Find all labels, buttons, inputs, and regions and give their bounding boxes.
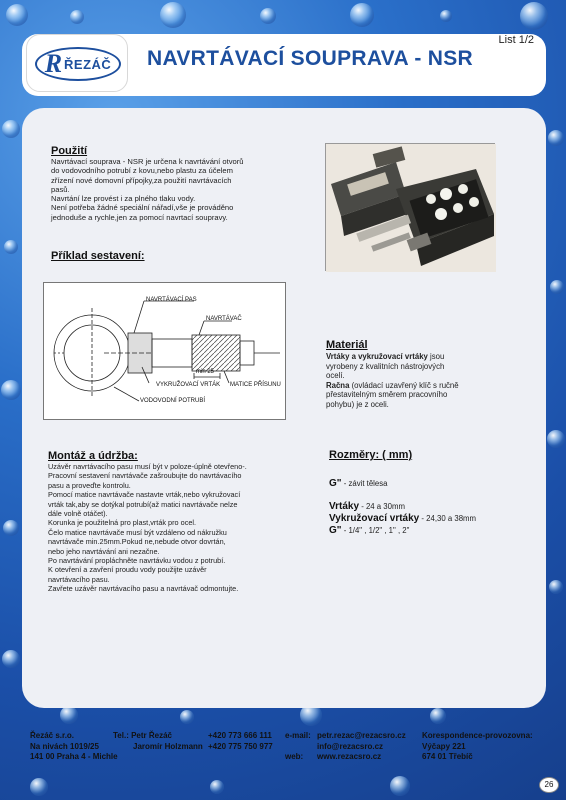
material-line (326, 352, 459, 362)
footer-line: Korespondence-provozovna: (422, 731, 533, 740)
maintenance-line: Pomocí matice navrtávače nastavte vrták,nebo vykružovací (48, 490, 241, 500)
assembly-title: Příklad sestavení: (51, 250, 145, 262)
usage-line: jednoduše a rychle,jen za pomocí navrtací soupravy. (51, 212, 228, 222)
usage-line: Navrtávací souprava - NSR je určena k navrtávání otvorů (51, 157, 244, 166)
material-plain: (ovládací uzavřený klíč s ručně (349, 380, 459, 390)
footer-line: Tel.: Petr Řezáč (113, 731, 172, 740)
maintenance-line: Zavřete uzávěr navrtávacího pasu a navrtávač odmontujte. (48, 584, 239, 594)
list-label: List 1/2 (498, 34, 534, 46)
assembly-diagram (43, 282, 286, 420)
logo-text: ŘEZÁČ (64, 56, 112, 72)
dimension-row (329, 478, 387, 489)
footer-contacts (113, 731, 203, 752)
usage-line: Není potřeba žádné speciální nářadí,vše je prováděno (51, 203, 234, 213)
footer-line: 674 01 Třebíč (422, 752, 473, 761)
dimension-row (329, 501, 405, 512)
maintenance-line: Uzávěr navrtávacího pasu musí být v poloze-úplně otevřeno-. (48, 462, 247, 471)
material-line (326, 371, 459, 381)
web-link[interactable]: www.rezacsro.cz (317, 752, 382, 761)
page-title: NAVRTÁVACÍ SOUPRAVA - NSR (147, 47, 474, 70)
label-min: min 25 (196, 369, 215, 375)
footer-labels (285, 731, 311, 763)
dimension-value: - závit tělesa (341, 479, 388, 488)
maintenance-line: Po navrtávání propláchněte navrtávku vodou z potrubí. (48, 556, 226, 566)
usage-title: Použití (51, 145, 88, 157)
dimension-label: Vykružovací vrtáky (329, 513, 420, 524)
footer-line: Jaromír Holzmann (133, 741, 203, 751)
page-number: 26 (539, 777, 559, 793)
maintenance-line: vrták tak,aby se dotýkal potrubí(až matici navrtávače nelze (48, 499, 238, 509)
logo (26, 34, 128, 92)
logo-letter: R (44, 49, 63, 78)
label-pas: NAVRTÁVACÍ PAS (146, 297, 197, 303)
footer-line: +420 775 750 977 (208, 741, 273, 751)
material-title: Materiál (326, 339, 368, 351)
footer-line: Řezáč s.r.o. (30, 731, 75, 740)
usage-line: zřízení nové domovní přípojky,za použití navrtávacích (51, 175, 232, 185)
footer-line: e-mail: (285, 731, 311, 740)
footer-line: 141 00 Praha 4 - Michle (30, 752, 118, 761)
dimension-label: G" (329, 478, 342, 489)
dimension-label: G" (329, 525, 342, 536)
maintenance-line: pasu a proveďte kontrolu. (48, 480, 131, 490)
maintenance-line: nebo jeho navrtávání ani nezačne. (48, 546, 160, 556)
footer-line: +420 773 666 111 (208, 731, 272, 740)
maintenance-line: Korunka je použitelná pro plast,vrták pro ocel. (48, 518, 197, 528)
maintenance-line: K otevření a zavření proudu vody použijte uzávěr (48, 565, 207, 575)
email-link[interactable]: petr.rezac@rezacsro.cz (317, 731, 406, 740)
logo-emblem (35, 47, 121, 81)
dimension-value: - 24,30 a 38mm (419, 514, 477, 523)
maintenance-title: Montáž a údržba: (48, 450, 138, 462)
label-navrtavac: NAVRTÁVAČ (206, 316, 242, 322)
maintenance-line: navrtávače min.25mm.Pokud ne,nebude otvor dovrtán, (48, 537, 226, 547)
material-plain: jsou (427, 352, 445, 361)
material-bold: Vrtáky a vykružovací vrtáky (326, 352, 428, 361)
material-line (326, 362, 459, 372)
maintenance-text (48, 462, 247, 594)
footer-line: web: (285, 752, 304, 761)
product-photo (325, 143, 495, 271)
usage-line: Navrtání lze provést i za plného tlaku vody. (51, 194, 196, 204)
dimension-value: - 24 a 30mm (359, 502, 405, 511)
material-plain: ocelí. (326, 371, 345, 381)
footer-line (285, 742, 311, 753)
footer-phones (208, 731, 273, 752)
dimensions-title: Rozměry: ( mm) (329, 449, 413, 461)
maintenance-line: navrtávacího pasu. (48, 574, 110, 584)
material-line (326, 400, 459, 410)
usage-line: pasů. (51, 184, 70, 194)
material-plain: vyrobeny z kvalitních nástrojových (326, 361, 445, 371)
usage-text (51, 157, 243, 222)
material-line (326, 390, 459, 400)
dimension-row (329, 525, 409, 536)
maintenance-line: Čelo matice navrtávače musí být vzdáleno od nákružku (48, 527, 227, 537)
dimension-label: Vrtáky (329, 501, 360, 512)
maintenance-line: dále volně otáčet). (48, 509, 108, 519)
usage-line: do vodovodního potrubí z kovu,nebo plastu za účelem (51, 166, 233, 176)
footer-office (422, 731, 533, 763)
footer-company (30, 731, 118, 763)
label-matice: MATICE PŘÍSUNU (230, 382, 281, 388)
email-link[interactable]: info@rezacsro.cz (317, 741, 384, 751)
maintenance-line: Pracovní sestavení navrtávače zašroubujte do navrtávacího (48, 471, 242, 481)
material-plain: pohybu) je z oceli. (326, 399, 389, 409)
material-bold: Račna (326, 380, 350, 390)
dimension-value: - 1/4" , 1/2" , 1" , 2" (341, 526, 410, 535)
material-text (326, 352, 459, 410)
footer-line: Výčapy 221 (422, 741, 466, 751)
label-vykruzovaci: VYKRUŽOVACÍ VRTÁK (156, 382, 221, 388)
label-potrubi: VODOVODNÍ POTRUBÍ (140, 398, 206, 404)
dimension-row (329, 513, 476, 524)
material-plain: přestavitelným směrem pracovního (326, 390, 448, 400)
material-line (326, 381, 459, 391)
footer-email-web (317, 731, 406, 763)
footer-line: Na nivách 1019/25 (30, 741, 99, 751)
